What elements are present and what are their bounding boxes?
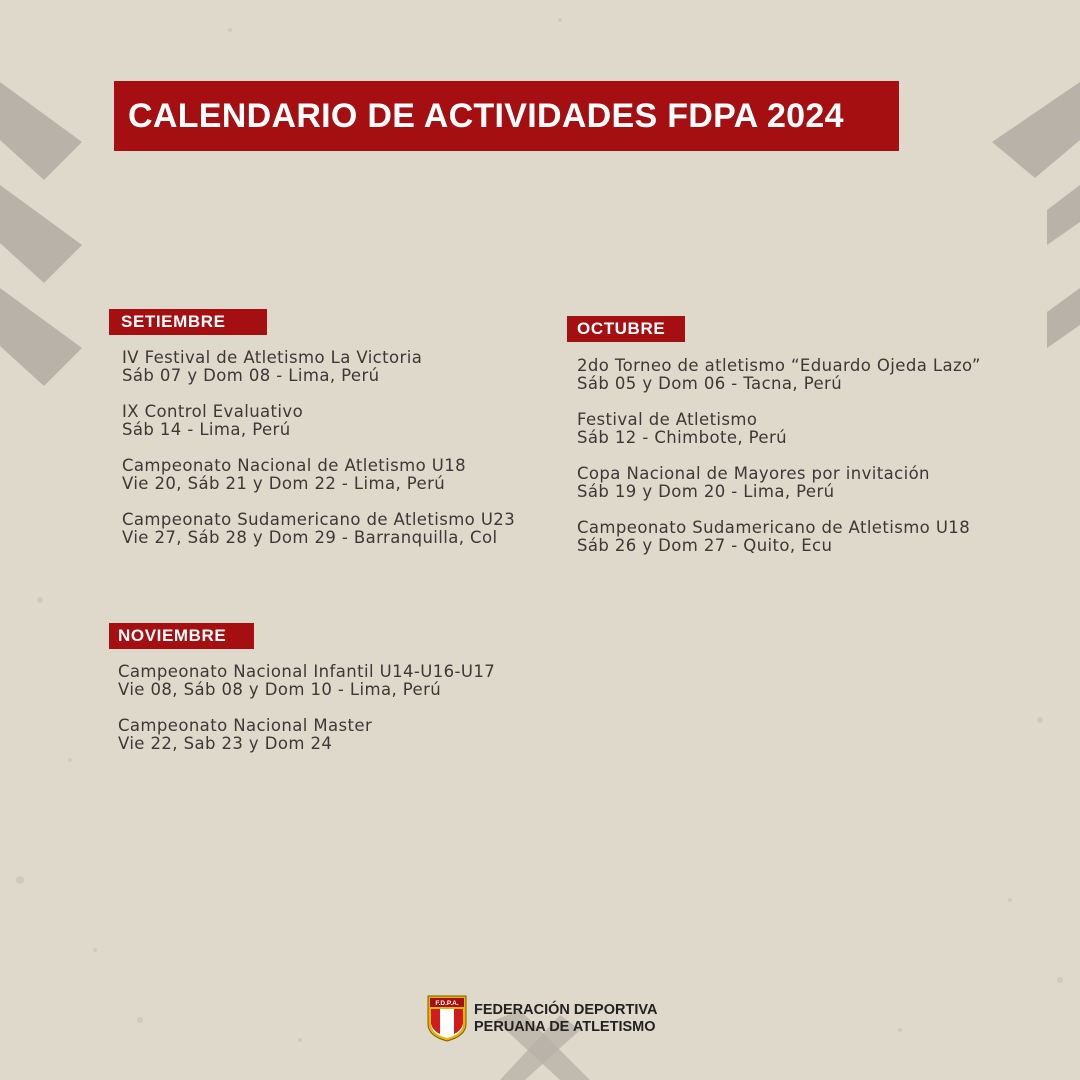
list-item: [118, 717, 495, 753]
logo-text: F.D.P.A.: [435, 1000, 459, 1007]
list-item: [122, 349, 515, 385]
month-label-setiembre: SETIEMBRE: [109, 309, 267, 335]
event-date: Sáb 12 - Chimbote, Perú: [577, 428, 788, 447]
page-title: CALENDARIO DE ACTIVIDADES FDPA 2024: [114, 81, 899, 151]
event-date: Sáb 26 y Dom 27 - Quito, Ecu: [577, 536, 833, 555]
events-octubre: [577, 357, 981, 573]
event-name: Campeonato Nacional Infantil U14-U16-U17: [118, 662, 496, 681]
shield-icon: [426, 994, 468, 1042]
chevron-right-2: [1047, 185, 1080, 245]
event-date: Sáb 14 - Lima, Perú: [122, 420, 291, 439]
list-item: [577, 357, 981, 393]
event-date: Vie 22, Sab 23 y Dom 24: [118, 734, 333, 753]
event-date: Vie 08, Sáb 08 y Dom 10 - Lima, Perú: [118, 680, 442, 699]
event-name: Campeonato Sudamericano de Atletismo U18: [577, 518, 971, 537]
month-label-noviembre: NOVIEMBRE: [109, 623, 254, 649]
chevron-right-3: [1047, 288, 1080, 348]
list-item: [122, 403, 515, 439]
federation-logo: [426, 994, 666, 1044]
list-item: [122, 511, 515, 547]
chevron-right-1: [992, 82, 1080, 178]
event-name: IV Festival de Atletismo La Victoria: [122, 348, 423, 367]
list-item: [118, 663, 495, 699]
event-date: Vie 27, Sáb 28 y Dom 29 - Barranquilla, Col: [122, 528, 498, 547]
event-date: Sáb 19 y Dom 20 - Lima, Perú: [577, 482, 835, 501]
event-date: Vie 20, Sáb 21 y Dom 22 - Lima, Perú: [122, 474, 446, 493]
event-name: Campeonato Sudamericano de Atletismo U23: [122, 510, 516, 529]
list-item: [577, 411, 981, 447]
event-name: Festival de Atletismo: [577, 410, 758, 429]
list-item: [577, 519, 981, 555]
federation-name-line2: PERUANA DE ATLETISMO: [474, 1019, 656, 1035]
event-date: Sáb 05 y Dom 06 - Tacna, Perú: [577, 374, 843, 393]
chevron-left-3: [0, 288, 82, 386]
event-name: Copa Nacional de Mayores por invitación: [577, 464, 930, 483]
federation-name-line1: FEDERACIÓN DEPORTIVA: [474, 1002, 658, 1018]
month-label-octubre: OCTUBRE: [567, 316, 685, 342]
event-name: IX Control Evaluativo: [122, 402, 304, 421]
list-item: [122, 457, 515, 493]
list-item: [577, 465, 981, 501]
event-name: Campeonato Nacional Master: [118, 716, 373, 735]
event-date: Sáb 07 y Dom 08 - Lima, Perú: [122, 366, 380, 385]
event-name: 2do Torneo de atletismo “Eduardo Ojeda Lazo”: [577, 356, 981, 375]
chevron-left-2: [0, 185, 82, 283]
events-noviembre: [118, 663, 495, 771]
event-name: Campeonato Nacional de Atletismo U18: [122, 456, 467, 475]
events-setiembre: [122, 349, 515, 565]
